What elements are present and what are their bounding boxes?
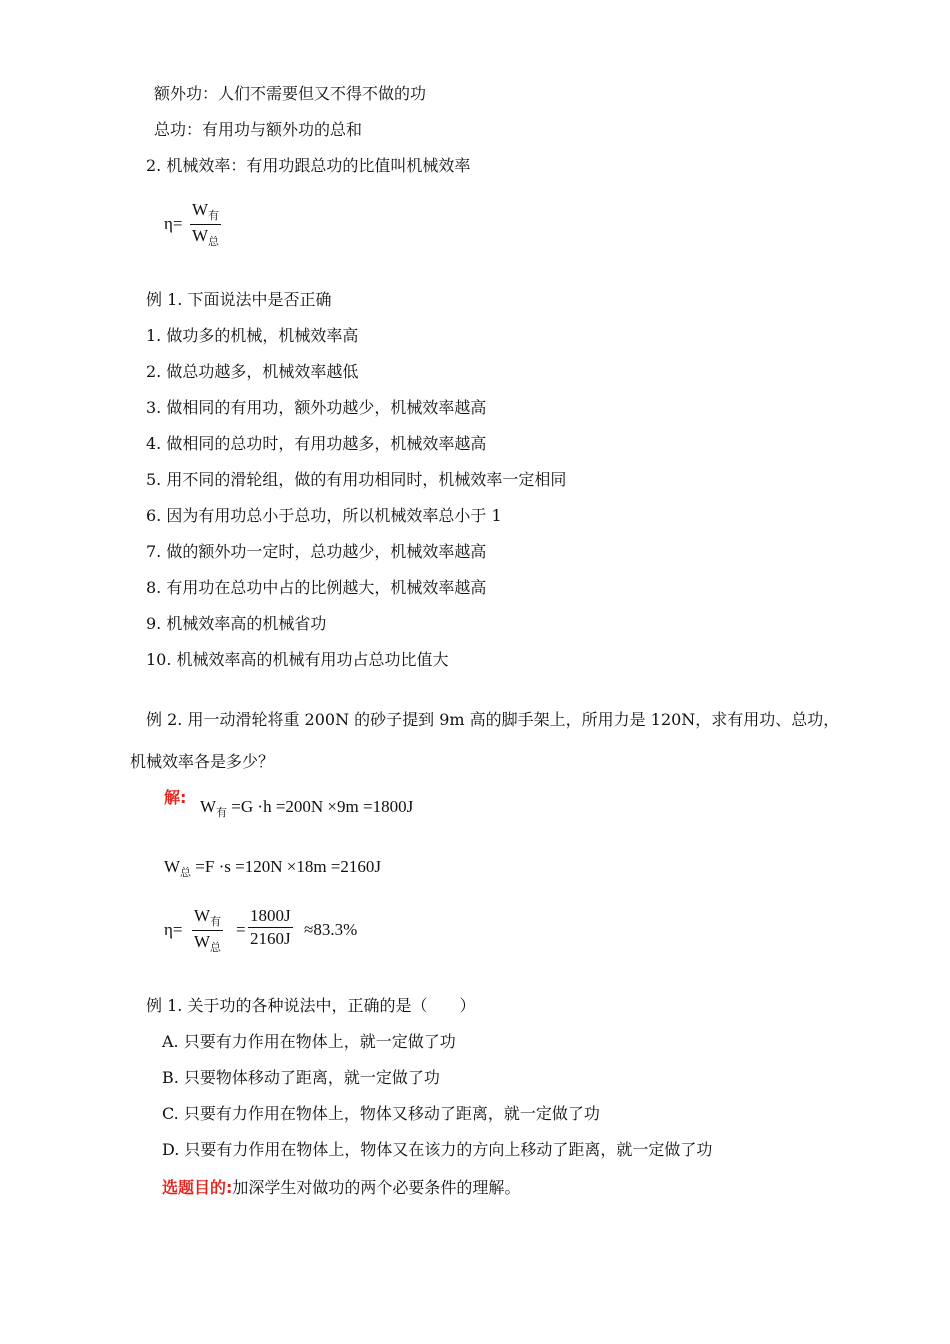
eq3-result: ≈83.3% <box>304 920 358 939</box>
example1-item: 1. 做功多的机械，机械效率高 <box>146 326 359 345</box>
w-symbol: W <box>194 906 211 925</box>
example1-item: 9. 机械效率高的机械省功 <box>146 614 327 633</box>
sub-zong: 总 <box>208 235 220 248</box>
example1-item: 7. 做的额外功一定时，总功越少，机械效率越高 <box>146 542 487 561</box>
sub-you: 有 <box>208 209 220 222</box>
example2-line2: 机械效率各是多少？ <box>130 752 275 771</box>
example2-line1: 例 2. 用一动滑轮将重 200N 的砂子提到 9m 高的脚手架上，所用力是 120N，求有用功、总功， <box>146 710 840 729</box>
w-symbol: W <box>200 797 217 816</box>
sub-you: 有 <box>210 915 222 928</box>
example1-item: 3. 做相同的有用功，额外功越少，机械效率越高 <box>146 398 487 417</box>
example3-option: C. 只要有力作用在物体上，物体又移动了距离，就一定做了功 <box>162 1104 600 1123</box>
solution-label: 解: <box>164 788 187 807</box>
def-total-work: 总功：有用功与额外功的总和 <box>154 120 363 139</box>
equation-efficiency-eta <box>164 920 182 940</box>
example3-option: B. 只要物体移动了距离，就一定做了功 <box>162 1068 440 1087</box>
def-extra-work: 额外功：人们不需要但又不得不做的功 <box>154 84 427 103</box>
example1-item: 4. 做相同的总功时，有用功越多，机械效率越高 <box>146 434 487 453</box>
example1-item: 8. 有用功在总功中占的比例越大，机械效率越高 <box>146 578 487 597</box>
equation-total-work <box>164 857 381 880</box>
equals-sign: = <box>172 214 183 233</box>
equation-useful-work <box>200 797 413 820</box>
eta-symbol: η <box>164 214 173 233</box>
equals-sign-2: = <box>236 920 246 939</box>
w-symbol: W <box>192 200 209 219</box>
sub-zong: 总 <box>210 941 222 954</box>
eq1-expression: =G ·h =200N ×9m =1800J <box>231 797 414 816</box>
w-symbol: W <box>194 932 211 951</box>
example3-option: D. 只要有力作用在物体上，物体又在该力的方向上移动了距离，就一定做了功 <box>162 1140 713 1159</box>
def-efficiency: 2. 机械效率：有用功跟总功的比值叫机械效率 <box>146 156 471 175</box>
sub-you: 有 <box>216 806 228 819</box>
example1-item: 5. 用不同的滑轮组，做的有用功相同时，机械效率一定相同 <box>146 470 567 489</box>
fraction-1800-over-2160 <box>248 906 293 949</box>
purpose-line <box>162 1178 520 1198</box>
example1-item: 6. 因为有用功总小于总功，所以机械效率总小于 1 <box>146 506 502 525</box>
example3-option: A. 只要有力作用在物体上，就一定做了功 <box>162 1032 456 1051</box>
purpose-label: 选题目的: <box>162 1178 233 1197</box>
eta-formula <box>164 214 182 234</box>
example1-item: 10. 机械效率高的机械有用功占总功比值大 <box>146 650 449 669</box>
fraction-w-you-over-w-zong <box>190 200 221 249</box>
example1-item: 2. 做总功越多，机械效率越低 <box>146 362 359 381</box>
example1-heading: 例 1. 下面说法中是否正确 <box>146 290 332 309</box>
eq3-numerator: 1800J <box>248 906 293 928</box>
w-symbol: W <box>164 857 181 876</box>
eq3-denominator: 2160J <box>250 929 291 948</box>
eta-symbol: η <box>164 920 173 939</box>
example3-heading: 例 1. 关于功的各种说法中，正确的是（ ） <box>146 996 476 1015</box>
fraction-w-you-over-w-zong-2 <box>192 906 223 955</box>
equals-sign: = <box>172 920 183 939</box>
purpose-text: 加深学生对做功的两个必要条件的理解。 <box>232 1178 521 1197</box>
w-symbol: W <box>192 226 209 245</box>
eq2-expression: =F ·s =120N ×18m =2160J <box>195 857 381 876</box>
sub-zong: 总 <box>180 866 192 879</box>
